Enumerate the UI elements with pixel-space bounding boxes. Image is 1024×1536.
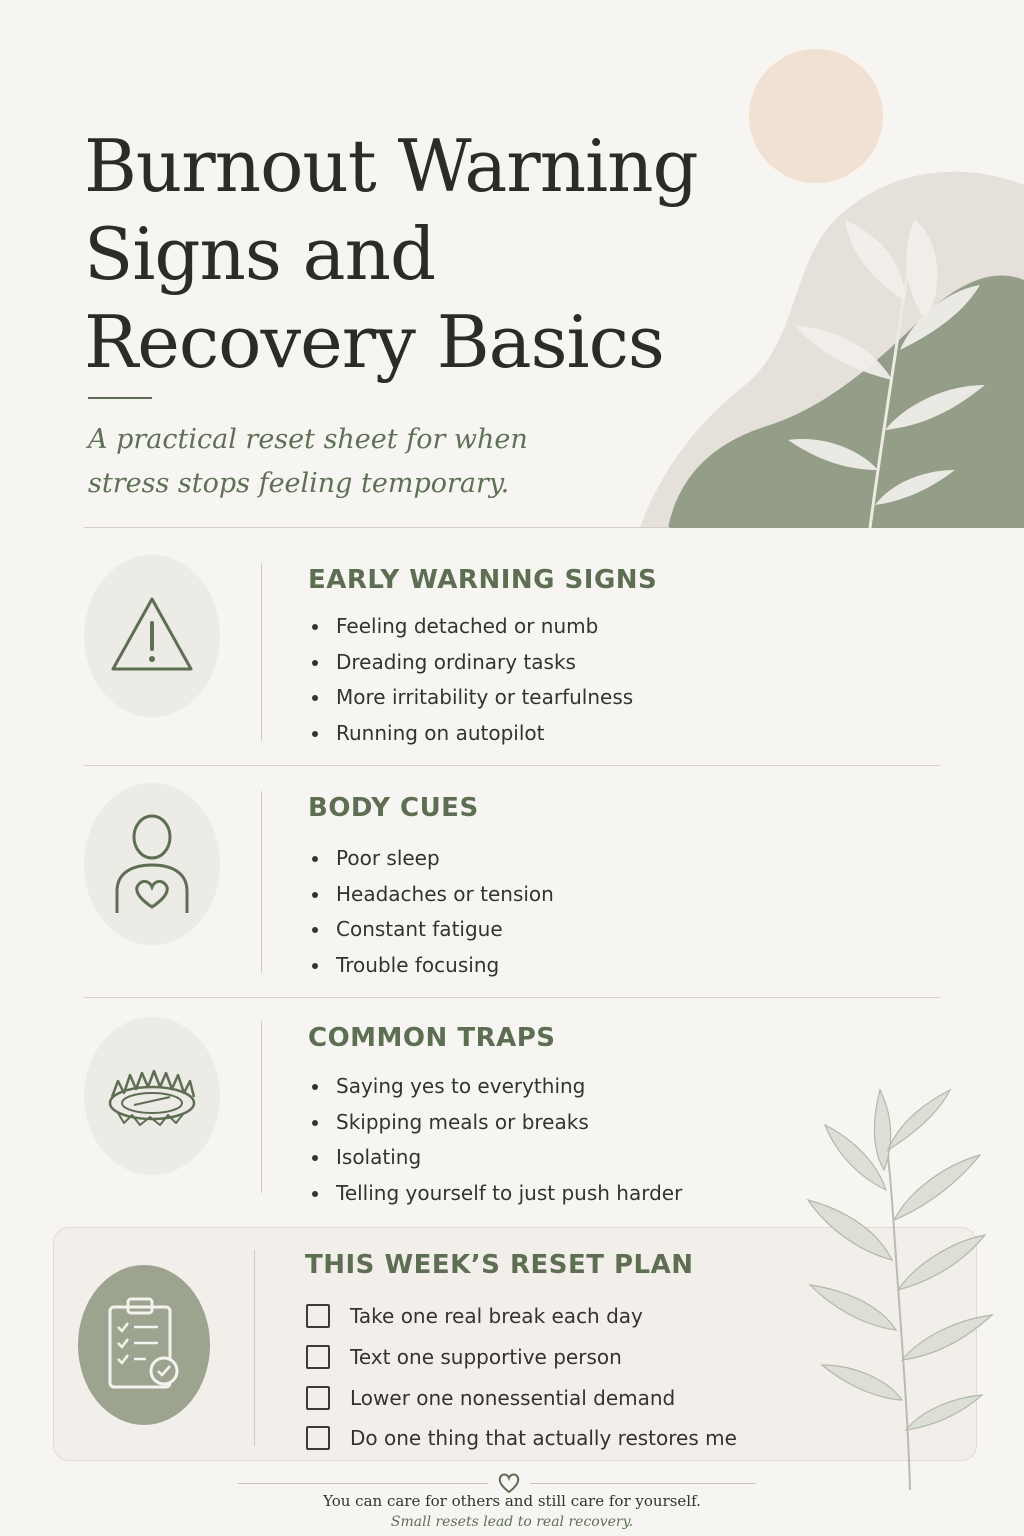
footer-rule-left: [238, 1483, 488, 1484]
section-separator: [84, 997, 940, 998]
section-title: COMMON TRAPS: [308, 1023, 556, 1053]
checklist-item[interactable]: [306, 1418, 737, 1459]
checklist-label: Lower one nonessential demand: [350, 1385, 676, 1410]
list-item: Dreading ordinary tasks: [308, 645, 633, 681]
eucalyptus-branch-illustration: [780, 1080, 1010, 1500]
section-list: [308, 609, 633, 751]
list-item: Feeling detached or numb: [308, 609, 633, 645]
section-divider-line: [261, 563, 262, 741]
section-early-warning-signs: [84, 555, 940, 755]
section-icon-circle: [84, 783, 220, 945]
plan-checklist: [306, 1296, 737, 1459]
plan-divider-line: [254, 1250, 255, 1446]
checklist-label: Text one supportive person: [350, 1345, 622, 1370]
checklist-label: Do one thing that actually restores me: [350, 1426, 737, 1451]
footer-message: You can care for others and still care for yourself.: [323, 1492, 701, 1510]
section-separator: [84, 765, 940, 766]
list-item: Headaches or tension: [308, 877, 554, 913]
title-underline: [88, 397, 152, 399]
checklist-label: Take one real break each day: [350, 1304, 643, 1329]
list-item: Running on autopilot: [308, 716, 633, 752]
section-title: EARLY WARNING SIGNS: [308, 565, 658, 595]
checkbox[interactable]: [306, 1345, 330, 1369]
bear-trap-icon: [104, 1061, 200, 1131]
list-item: Telling yourself to just push harder: [308, 1176, 682, 1212]
checklist-item[interactable]: [306, 1337, 737, 1378]
clipboard-checklist-icon: [104, 1295, 184, 1395]
section-divider-line: [261, 1021, 262, 1193]
list-item: Poor sleep: [308, 841, 554, 877]
plan-title: THIS WEEK’S RESET PLAN: [305, 1250, 694, 1280]
checkbox[interactable]: [306, 1304, 330, 1328]
section-list: [308, 1069, 682, 1211]
list-item: Trouble focusing: [308, 948, 554, 984]
list-item: Skipping meals or breaks: [308, 1105, 682, 1141]
section-icon-circle: [84, 555, 220, 717]
section-divider-line: [261, 791, 262, 973]
list-item: More irritability or tearfulness: [308, 680, 633, 716]
checkbox[interactable]: [306, 1426, 330, 1450]
section-icon-circle: [84, 1017, 220, 1175]
hero-divider: [84, 527, 670, 528]
page-title: Burnout Warning Signs and Recovery Basics: [84, 124, 698, 384]
footer-rule-right: [530, 1483, 756, 1484]
list-item: Constant fatigue: [308, 912, 554, 948]
page-subtitle: A practical reset sheet for when stress stops feeling temporary.: [88, 424, 528, 499]
person-heart-icon: [107, 809, 197, 919]
checklist-item[interactable]: [306, 1296, 737, 1337]
section-list: [308, 841, 554, 983]
list-item: Saying yes to everything: [308, 1069, 682, 1105]
section-title: BODY CUES: [308, 793, 479, 823]
checklist-item[interactable]: [306, 1377, 737, 1418]
footer-tagline: Small resets lead to real recovery.: [390, 1514, 634, 1530]
plan-icon-circle: [78, 1265, 210, 1425]
section-body-cues: [84, 783, 940, 983]
list-item: Isolating: [308, 1140, 682, 1176]
warning-triangle-icon: [107, 591, 197, 681]
sun-circle: [749, 49, 883, 183]
checkbox[interactable]: [306, 1386, 330, 1410]
